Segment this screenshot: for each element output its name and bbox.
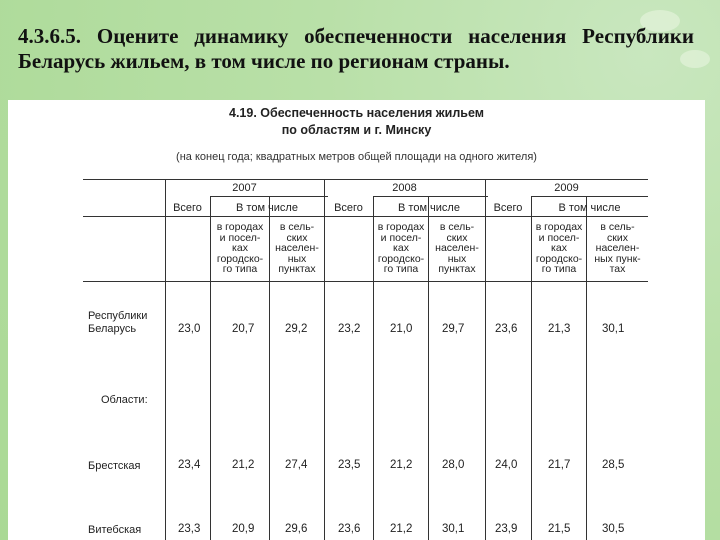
column-rule — [324, 179, 325, 540]
table-cell: 21,2 — [390, 523, 413, 535]
rural-header: в сель- ских населен- ных пунктах — [435, 221, 479, 275]
table-cell: 29,6 — [285, 523, 308, 535]
table-cell: 21,3 — [548, 323, 571, 335]
row-label: Республики Беларусь — [88, 310, 148, 335]
header-rule — [531, 196, 648, 197]
column-rule — [485, 179, 486, 540]
table-cell: 21,2 — [390, 459, 413, 471]
table-cell: 28,5 — [602, 459, 625, 471]
total-header: Всего — [334, 202, 363, 214]
incl-header: В том числе — [558, 202, 621, 214]
table-cell: 23,4 — [178, 459, 201, 471]
table-cell: 23,0 — [178, 323, 201, 335]
table-title: 4.19. Обеспеченность населения жильем — [229, 106, 484, 120]
table-cell: 30,1 — [602, 323, 625, 335]
table-cell: 21,7 — [548, 459, 571, 471]
table-cell: 23,6 — [495, 323, 518, 335]
rural-header: в сель- ских населен- ных пунктах — [275, 221, 319, 275]
table-cell: 23,6 — [338, 523, 361, 535]
header-bottom-rule — [83, 281, 648, 282]
question-text: 4.3.6.5. Оцените динамику обеспеченности населения Республики Беларусь жильем, в том числе по регионам страны. — [18, 24, 694, 73]
table-cell: 28,0 — [442, 459, 465, 471]
total-header: Всего — [493, 202, 523, 214]
incl-header: В том числе — [398, 202, 460, 214]
total-header: Всего — [173, 202, 202, 214]
urban-header: в городах и посел- ках городско- го типа — [535, 221, 583, 275]
table-cell: 21,2 — [232, 459, 255, 471]
row-label: Брестская — [88, 460, 141, 472]
table-cell: 27,4 — [285, 459, 308, 471]
table-cell: 30,5 — [602, 523, 625, 535]
table-cell: 21,5 — [548, 523, 571, 535]
table-note: (на конец года; квадратных метров общей площади на одного жителя) — [176, 151, 537, 163]
table-cell: 23,5 — [338, 459, 361, 471]
incl-header: В том числе — [236, 202, 298, 214]
table-cell: 23,9 — [495, 523, 518, 535]
urban-header: в городах и посел- ках городско- го типа — [377, 221, 425, 275]
table-cell: 23,2 — [338, 323, 361, 335]
table-top-rule — [83, 179, 648, 180]
rural-header: в сель- ских населен- ных пунк- тах — [594, 221, 641, 275]
header-rule — [83, 216, 648, 217]
year-header: 2009 — [554, 182, 579, 194]
table-cell: 20,7 — [232, 323, 255, 335]
year-header: 2007 — [232, 182, 257, 194]
table-cell: 30,1 — [442, 523, 465, 535]
table-cell: 24,0 — [495, 459, 518, 471]
row-label: Витебская — [88, 524, 142, 536]
table-cell: 21,0 — [390, 323, 413, 335]
table-subtitle: по областям и г. Минску — [281, 123, 432, 137]
table-image — [8, 100, 705, 540]
urban-header: в городах и посел- ках городско- го типа — [216, 221, 264, 275]
table-cell: 23,3 — [178, 523, 201, 535]
row-label: Области: — [101, 394, 148, 406]
table-cell: 29,2 — [285, 323, 308, 335]
table-cell: 20,9 — [232, 523, 255, 535]
header-rule — [373, 196, 488, 197]
table-cell: 29,7 — [442, 323, 465, 335]
column-rule — [165, 179, 166, 540]
year-header: 2008 — [392, 182, 417, 194]
